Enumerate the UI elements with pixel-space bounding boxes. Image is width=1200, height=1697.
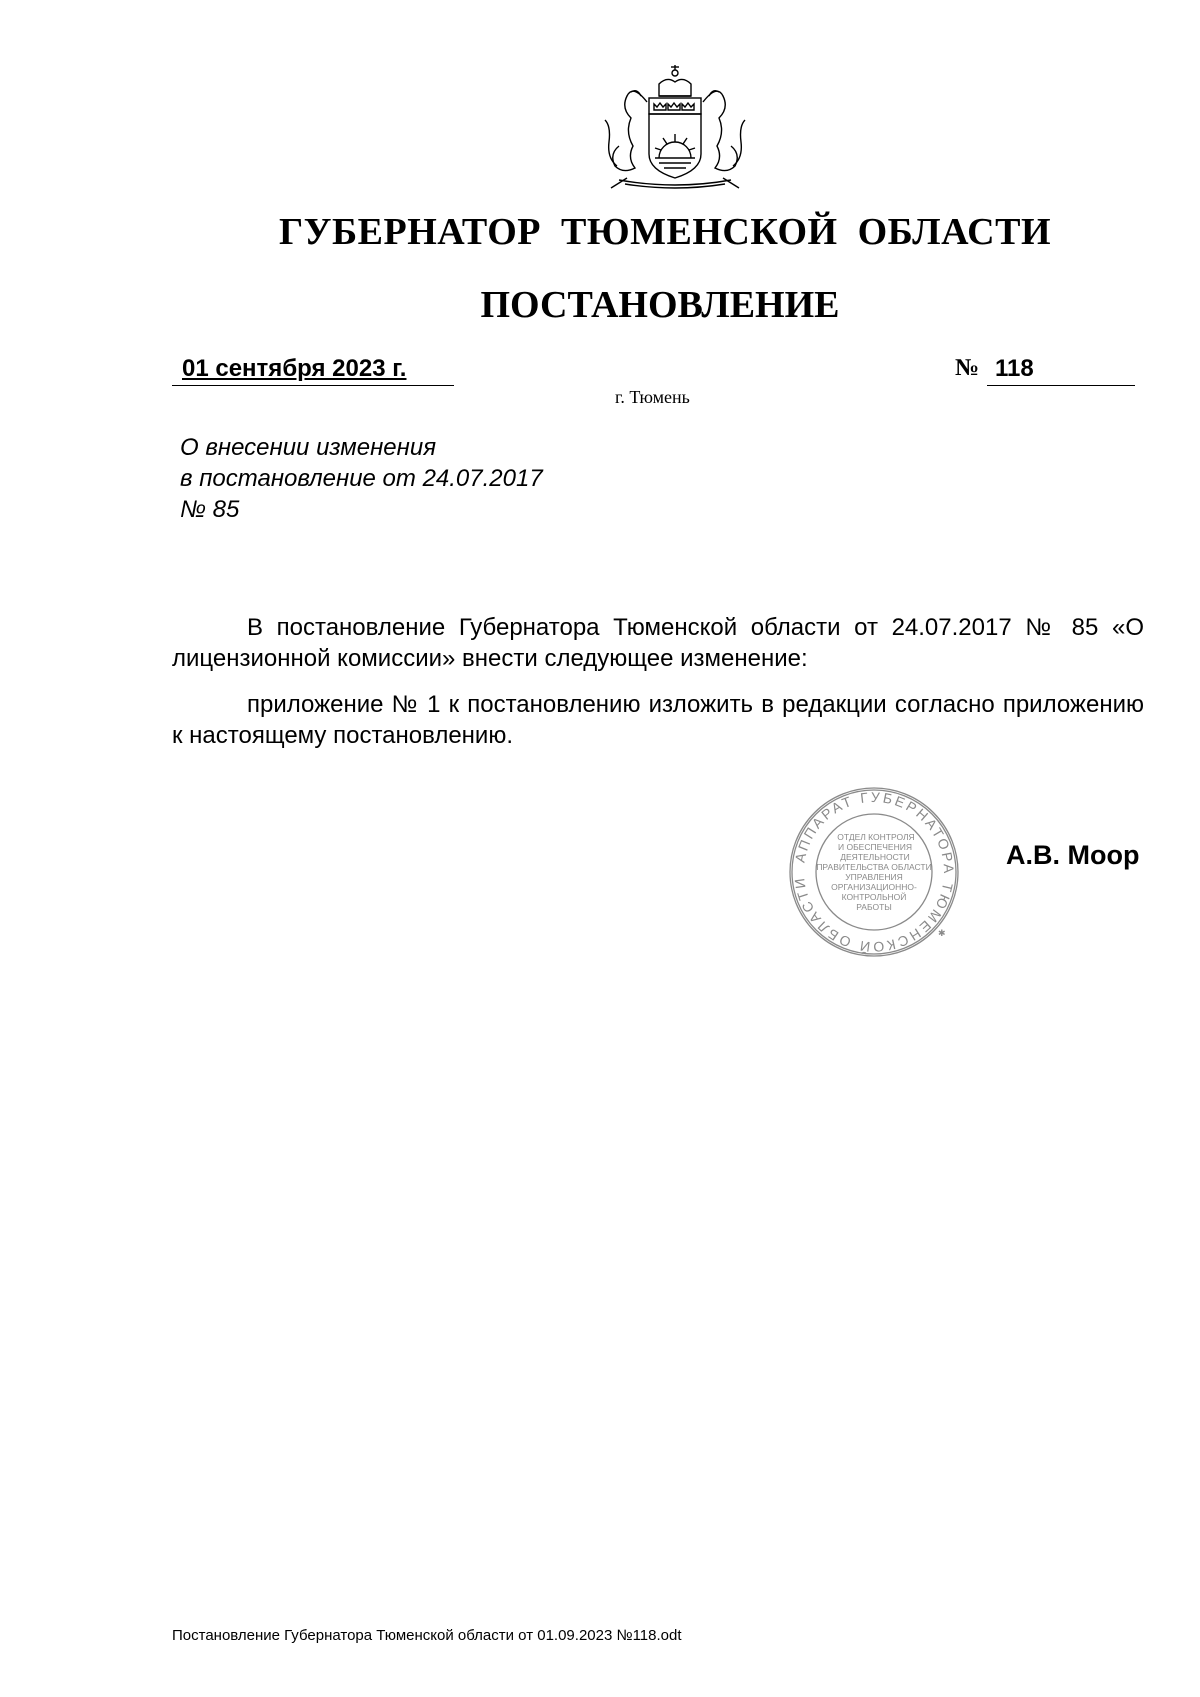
svg-text:И ОБЕСПЕЧЕНИЯ: И ОБЕСПЕЧЕНИЯ <box>838 842 912 852</box>
document-type: ПОСТАНОВЛЕНИЕ <box>480 284 840 326</box>
svg-text:ОТДЕЛ КОНТРОЛЯ: ОТДЕЛ КОНТРОЛЯ <box>837 832 915 842</box>
document-number-field <box>987 355 1135 386</box>
coat-of-arms-icon <box>597 62 753 192</box>
official-stamp <box>788 786 960 958</box>
subject-line: в постановление от 24.07.2017 <box>180 465 543 492</box>
signer-name: А.В. Моор <box>1006 840 1140 870</box>
number-sign: № <box>955 355 980 381</box>
document-number: 118 <box>995 355 1034 382</box>
svg-text:КОНТРОЛЬНОЙ: КОНТРОЛЬНОЙ <box>841 892 907 902</box>
document-subject <box>180 432 680 525</box>
footer-filename: Постановление Губернатора Тюменской области от 01.09.2023 №118.odt <box>172 1627 682 1644</box>
body-paragraph: приложение № 1 к постановлению изложить в редакции согласно приложению к настоящему постановлению. <box>172 691 1144 749</box>
subject-line: № 85 <box>180 496 240 523</box>
document-date: 01 сентября 2023 г. <box>182 355 407 382</box>
stamp-star-icon: ✱ <box>938 928 946 938</box>
stamp-inner-text <box>816 832 931 912</box>
subject-line: О внесении изменения <box>180 434 437 461</box>
stamp-outer-text: АППАРАТ ГУБЕРНАТОРА ТЮМЕНСКОЙ ОБЛАСТИ <box>790 788 958 956</box>
svg-text:РАБОТЫ: РАБОТЫ <box>856 902 892 912</box>
svg-text:УПРАВЛЕНИЯ: УПРАВЛЕНИЯ <box>845 872 903 882</box>
svg-text:ОРГАНИЗАЦИОННО-: ОРГАНИЗАЦИОННО- <box>831 882 917 892</box>
body-paragraph: В постановление Губернатора Тюменской области от 24.07.2017 № 85 «О лицензионной комиссии» внести следующее изменение: <box>172 614 1144 672</box>
svg-text:ДЕЯТЕЛЬНОСТИ: ДЕЯТЕЛЬНОСТИ <box>840 852 910 862</box>
issuing-authority: ГУБЕРНАТОР ТЮМЕНСКОЙ ОБЛАСТИ <box>278 211 1052 253</box>
document-body <box>172 612 1144 766</box>
svg-text:ПРАВИТЕЛЬСТВА ОБЛАСТИ: ПРАВИТЕЛЬСТВА ОБЛАСТИ <box>816 862 932 872</box>
document-date-field <box>172 355 454 386</box>
document-city: г. Тюмень <box>615 387 690 407</box>
